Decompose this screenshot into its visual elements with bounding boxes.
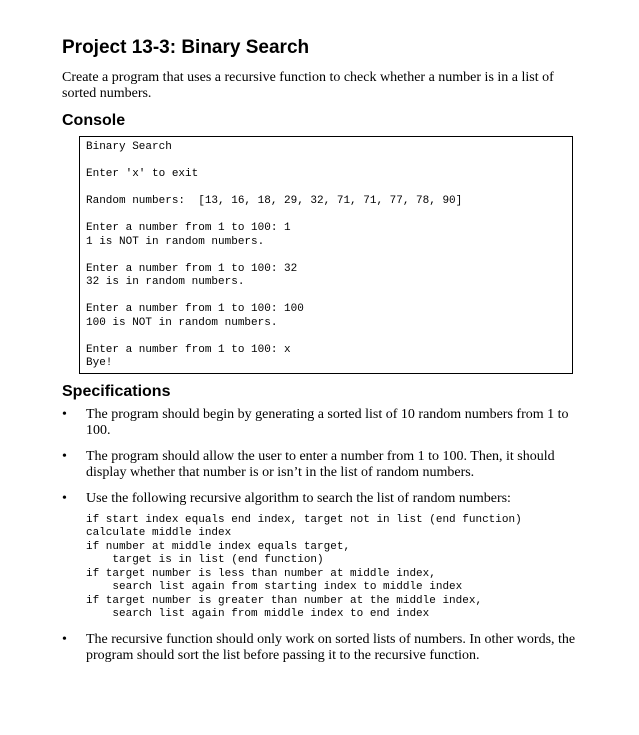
console-line: Enter a number from 1 to 100: x bbox=[86, 343, 291, 356]
console-line: Enter a number from 1 to 100: 100 bbox=[86, 303, 304, 315]
code-line: if start index equals end index, target not in list (end function) bbox=[86, 513, 522, 526]
console-line bbox=[86, 182, 572, 196]
console-line: Binary Search bbox=[86, 141, 172, 153]
console-line bbox=[86, 330, 572, 344]
console-line: 1 is NOT in random numbers. bbox=[86, 235, 265, 248]
algorithm-code-block bbox=[86, 514, 582, 622]
page-title: Project 13-3: Binary Search bbox=[62, 37, 310, 58]
list-item bbox=[62, 449, 582, 481]
console-line bbox=[86, 155, 572, 169]
spec-text: The program should begin by generating a sorted list of 10 random numbers from 1 to 100. bbox=[86, 406, 569, 438]
spec-text: The recursive function should only work on sorted lists of numbers. In other words, the program should sort the list before passing it to the recursive function. bbox=[86, 631, 576, 663]
console-line: 100 is NOT in random numbers. bbox=[86, 316, 278, 329]
console-line: Bye! bbox=[86, 357, 113, 369]
console-output-box bbox=[79, 136, 573, 374]
list-item bbox=[62, 491, 582, 622]
bullet-icon: • bbox=[62, 490, 67, 506]
console-line: Enter 'x' to exit bbox=[86, 168, 199, 180]
bullet-icon: • bbox=[62, 448, 67, 464]
document-page bbox=[62, 36, 582, 674]
console-line: Enter a number from 1 to 100: 1 bbox=[86, 222, 291, 234]
console-line bbox=[86, 290, 572, 304]
code-line: if target number is greater than number at the middle index, bbox=[86, 594, 483, 607]
spec-text: The program should allow the user to enter a number from 1 to 100. Then, it should display whether that number is or isn’t in the list of random numbers. bbox=[86, 448, 555, 480]
console-line: Random numbers: [13, 16, 18, 29, 32, 71, 71, 77, 78, 90] bbox=[86, 195, 463, 207]
code-line: if number at middle index equals target, bbox=[86, 540, 351, 553]
code-line: search list again from middle index to end index bbox=[86, 608, 430, 620]
list-item bbox=[62, 632, 582, 664]
spec-text: Use the following recursive algorithm to search the list of random numbers: bbox=[86, 490, 511, 506]
code-line: if target number is less than number at middle index, bbox=[86, 567, 436, 580]
intro-paragraph: Create a program that uses a recursive function to check whether a number is in a list of sorted numbers. bbox=[62, 70, 554, 101]
console-heading: Console bbox=[62, 112, 126, 129]
list-item bbox=[62, 407, 582, 439]
bullet-icon: • bbox=[62, 406, 67, 422]
bullet-icon: • bbox=[62, 631, 67, 647]
console-line bbox=[86, 209, 572, 223]
specifications-heading: Specifications bbox=[62, 382, 171, 400]
specifications-list bbox=[62, 407, 582, 664]
console-line bbox=[86, 249, 572, 263]
code-line: target is in list (end function) bbox=[86, 554, 324, 566]
code-line: calculate middle index bbox=[86, 527, 232, 539]
console-line: 32 is in random numbers. bbox=[86, 276, 245, 288]
console-line: Enter a number from 1 to 100: 32 bbox=[86, 262, 298, 275]
code-line: search list again from starting index to middle index bbox=[86, 581, 463, 593]
